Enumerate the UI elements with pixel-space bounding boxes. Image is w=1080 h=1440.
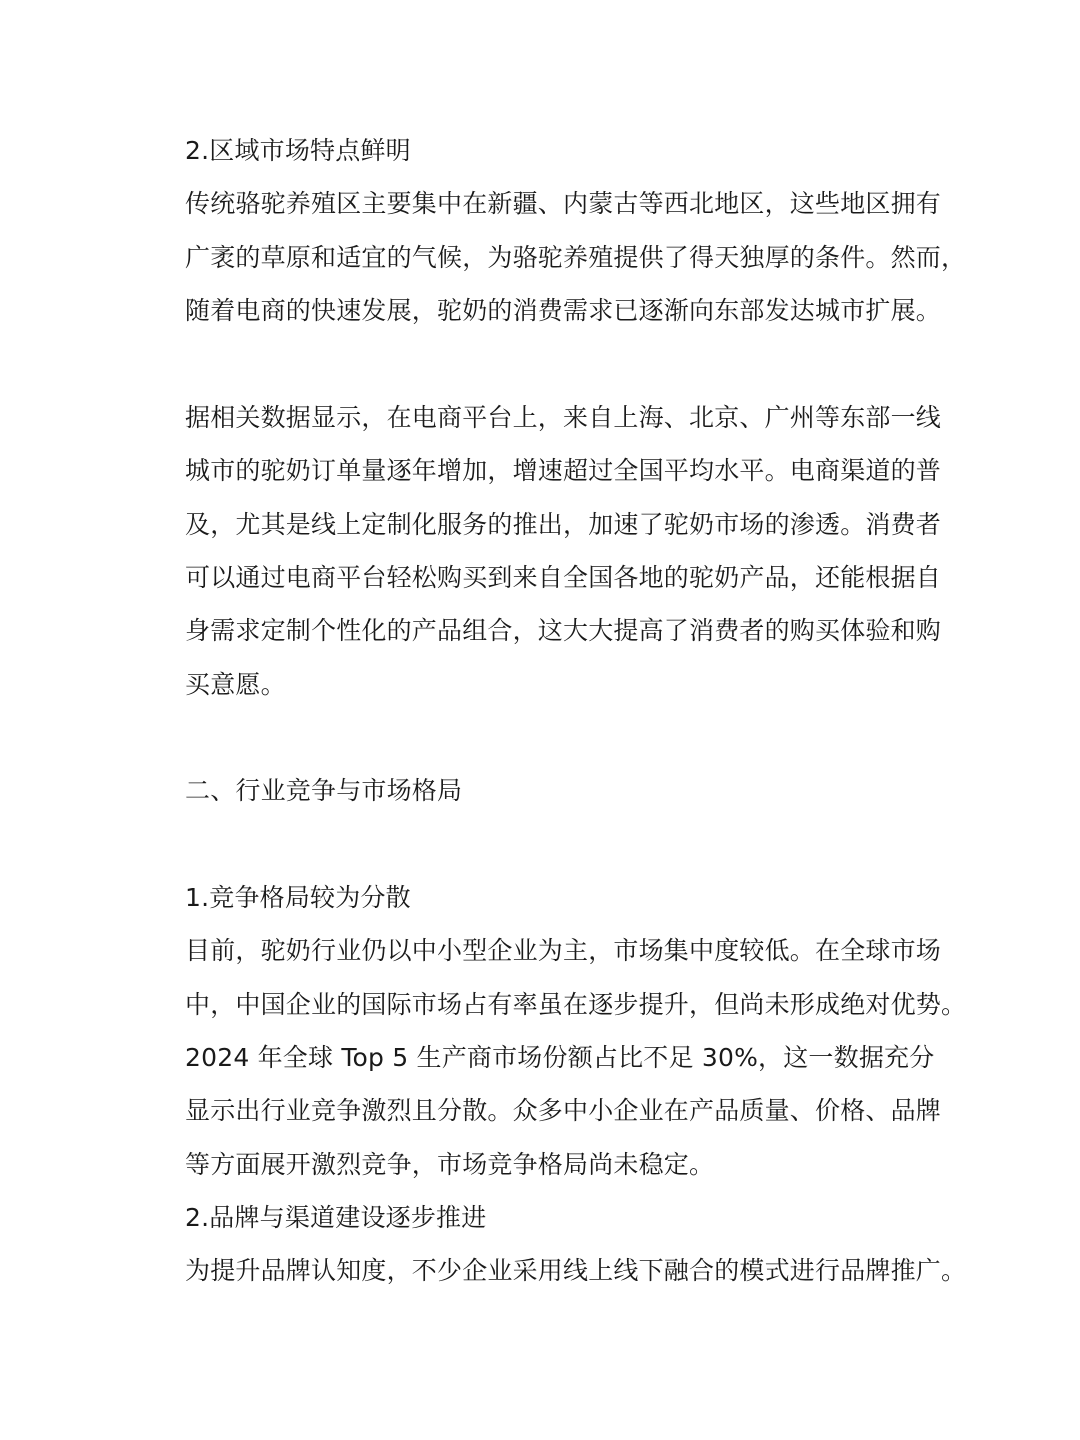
- paragraph-line: 随着电商的快速发展，驼奶的消费需求已逐渐向东部发达城市扩展。: [185, 296, 942, 325]
- paragraph-line: 据相关数据显示，在电商平台上，来自上海、北京、广州等东部一线: [185, 403, 942, 432]
- paragraph-line: 目前，驼奶行业仍以中小型企业为主，市场集中度较低。在全球市场: [185, 936, 942, 965]
- paragraph-line: 2024 年全球 Top 5 生产商市场份额占比不足 30%，这一数据充分: [185, 1043, 935, 1072]
- paragraph-line: 城市的驼奶订单量逐年增加，增速超过全国平均水平。电商渠道的普: [185, 456, 942, 485]
- paragraph-line: 等方面展开激烈竞争，市场竞争格局尚未稳定。: [185, 1150, 715, 1179]
- section-heading: 2.品牌与渠道建设逐步推进: [185, 1203, 487, 1232]
- paragraph-line: 买意愿。: [185, 670, 286, 699]
- paragraph-line: 显示出行业竞争激烈且分散。众多中小企业在产品质量、价格、品牌: [185, 1096, 942, 1125]
- paragraph-line: 中，中国企业的国际市场占有率虽在逐步提升，但尚未形成绝对优势。: [185, 990, 967, 1019]
- paragraph-line: 及，尤其是线上定制化服务的推出，加速了驼奶市场的渗透。消费者: [185, 510, 942, 539]
- paragraph-line: 广袤的草原和适宜的气候，为骆驼养殖提供了得天独厚的条件。然而，: [185, 243, 967, 272]
- chapter-heading: 二、行业竞争与市场格局: [185, 776, 463, 805]
- paragraph-line: 传统骆驼养殖区主要集中在新疆、内蒙古等西北地区，这些地区拥有: [185, 189, 942, 218]
- paragraph-line: 为提升品牌认知度，不少企业采用线上线下融合的模式进行品牌推广。: [185, 1256, 967, 1285]
- paragraph-line: 可以通过电商平台轻松购买到来自全国各地的驼奶产品，还能根据自: [185, 563, 942, 592]
- section-heading: 1.竞争格局较为分散: [185, 883, 411, 912]
- paragraph-line: 身需求定制个性化的产品组合，这大大提高了消费者的购买体验和购: [185, 616, 942, 645]
- section-heading: 2.区域市场特点鲜明: [185, 136, 411, 165]
